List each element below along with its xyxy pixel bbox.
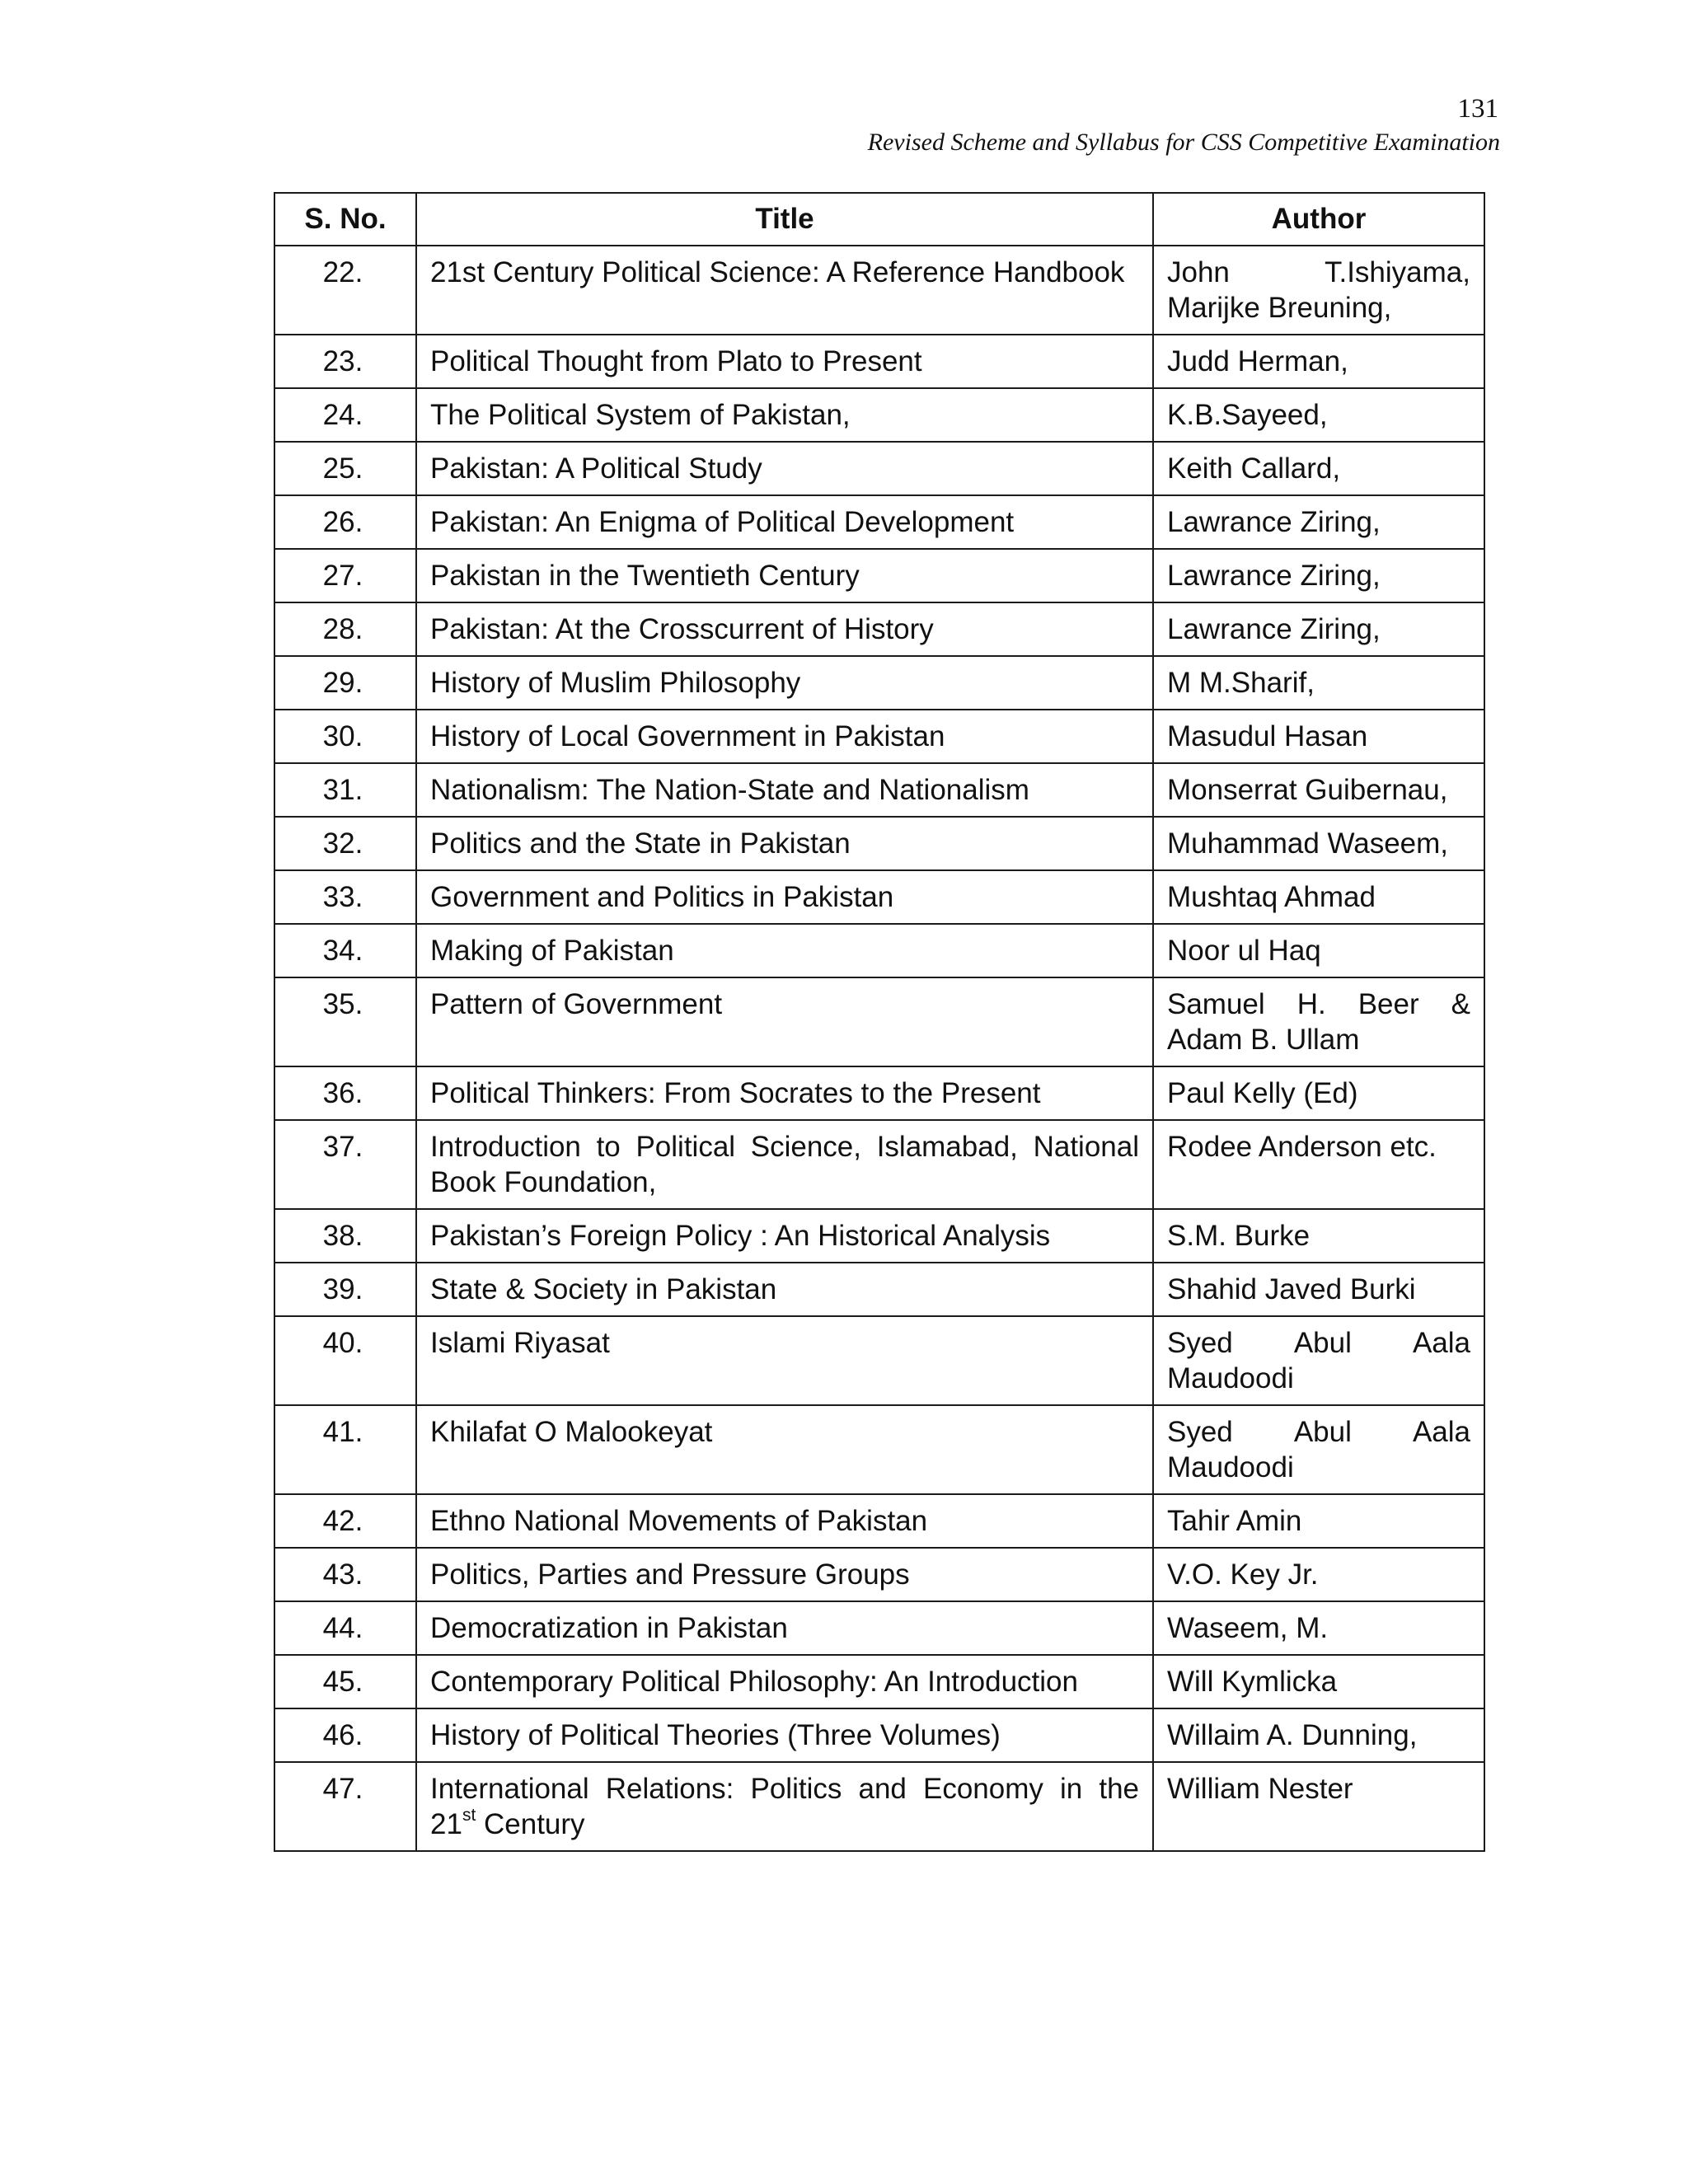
table-row bbox=[274, 1601, 1484, 1655]
cell-author: Tahir Amin bbox=[1153, 1494, 1484, 1548]
cell-author: Will Kymlicka bbox=[1153, 1655, 1484, 1708]
cell-title: Khilafat O Malookeyat bbox=[416, 1405, 1153, 1494]
table-row bbox=[274, 1762, 1484, 1851]
cell-sno: 25. bbox=[274, 442, 416, 495]
table-row bbox=[274, 1494, 1484, 1548]
cell-sno: 36. bbox=[274, 1066, 416, 1120]
cell-sno: 41. bbox=[274, 1405, 416, 1494]
cell-author: Masudul Hasan bbox=[1153, 710, 1484, 763]
cell-sno: 47. bbox=[274, 1762, 416, 1851]
cell-sno: 42. bbox=[274, 1494, 416, 1548]
cell-author: Noor ul Haq bbox=[1153, 924, 1484, 977]
cell-title: Political Thought from Plato to Present bbox=[416, 335, 1153, 388]
cell-author: Waseem, M. bbox=[1153, 1601, 1484, 1655]
cell-title: Contemporary Political Philosophy: An Introduction bbox=[416, 1655, 1153, 1708]
table-row bbox=[274, 549, 1484, 602]
cell-sno: 34. bbox=[274, 924, 416, 977]
cell-sno: 39. bbox=[274, 1263, 416, 1316]
cell-title: Pakistan: An Enigma of Political Development bbox=[416, 495, 1153, 549]
table-header-row bbox=[274, 193, 1484, 246]
cell-title: Political Thinkers: From Socrates to the Present bbox=[416, 1066, 1153, 1120]
cell-author: K.B.Sayeed, bbox=[1153, 388, 1484, 442]
table-row bbox=[274, 1548, 1484, 1601]
cell-title: History of Political Theories (Three Volumes) bbox=[416, 1708, 1153, 1762]
cell-title: Making of Pakistan bbox=[416, 924, 1153, 977]
cell-sno: 30. bbox=[274, 710, 416, 763]
cell-title: Politics and the State in Pakistan bbox=[416, 817, 1153, 870]
table-row bbox=[274, 656, 1484, 710]
cell-sno: 24. bbox=[274, 388, 416, 442]
cell-sno: 23. bbox=[274, 335, 416, 388]
cell-author: V.O. Key Jr. bbox=[1153, 1548, 1484, 1601]
cell-author: Syed Abul Aala Maudoodi bbox=[1153, 1316, 1484, 1405]
table-row bbox=[274, 870, 1484, 924]
running-header: Revised Scheme and Syllabus for CSS Competitive Examination bbox=[867, 129, 1500, 156]
cell-author: Mushtaq Ahmad bbox=[1153, 870, 1484, 924]
cell-author: William Nester bbox=[1153, 1762, 1484, 1851]
table-row bbox=[274, 442, 1484, 495]
table-row bbox=[274, 1655, 1484, 1708]
cell-author: Muhammad Waseem, bbox=[1153, 817, 1484, 870]
table-row bbox=[274, 1120, 1484, 1209]
table-row bbox=[274, 924, 1484, 977]
cell-title: State & Society in Pakistan bbox=[416, 1263, 1153, 1316]
cell-title: Pakistan: A Political Study bbox=[416, 442, 1153, 495]
cell-author: Shahid Javed Burki bbox=[1153, 1263, 1484, 1316]
cell-title: History of Muslim Philosophy bbox=[416, 656, 1153, 710]
cell-author: Judd Herman, bbox=[1153, 335, 1484, 388]
cell-author: S.M. Burke bbox=[1153, 1209, 1484, 1263]
cell-sno: 32. bbox=[274, 817, 416, 870]
cell-title: Islami Riyasat bbox=[416, 1316, 1153, 1405]
cell-title: Nationalism: The Nation-State and Nationalism bbox=[416, 763, 1153, 817]
cell-title: Pakistan in the Twentieth Century bbox=[416, 549, 1153, 602]
cell-author: Paul Kelly (Ed) bbox=[1153, 1066, 1484, 1120]
cell-title: Pakistan’s Foreign Policy : An Historical Analysis bbox=[416, 1209, 1153, 1263]
cell-title: Politics, Parties and Pressure Groups bbox=[416, 1548, 1153, 1601]
cell-sno: 40. bbox=[274, 1316, 416, 1405]
cell-author: Syed Abul Aala Maudoodi bbox=[1153, 1405, 1484, 1494]
cell-sno: 43. bbox=[274, 1548, 416, 1601]
cell-sno: 26. bbox=[274, 495, 416, 549]
table-row bbox=[274, 817, 1484, 870]
table-row bbox=[274, 1316, 1484, 1405]
cell-title: Government and Politics in Pakistan bbox=[416, 870, 1153, 924]
table-row bbox=[274, 763, 1484, 817]
ordinal-superscript: st bbox=[462, 1806, 476, 1825]
cell-sno: 27. bbox=[274, 549, 416, 602]
cell-author: Samuel H. Beer & Adam B. Ullam bbox=[1153, 977, 1484, 1066]
table-row bbox=[274, 246, 1484, 335]
cell-sno: 35. bbox=[274, 977, 416, 1066]
cell-sno: 37. bbox=[274, 1120, 416, 1209]
cell-sno: 28. bbox=[274, 602, 416, 656]
cell-title: Democratization in Pakistan bbox=[416, 1601, 1153, 1655]
cell-author: Lawrance Ziring, bbox=[1153, 495, 1484, 549]
column-header-sno: S. No. bbox=[274, 193, 416, 246]
cell-author: Monserrat Guibernau, bbox=[1153, 763, 1484, 817]
cell-sno: 29. bbox=[274, 656, 416, 710]
cell-sno: 44. bbox=[274, 1601, 416, 1655]
cell-title: The Political System of Pakistan, bbox=[416, 388, 1153, 442]
cell-sno: 46. bbox=[274, 1708, 416, 1762]
cell-author: Rodee Anderson etc. bbox=[1153, 1120, 1484, 1209]
cell-sno: 33. bbox=[274, 870, 416, 924]
cell-title: Pakistan: At the Crosscurrent of History bbox=[416, 602, 1153, 656]
cell-title bbox=[416, 1762, 1153, 1851]
cell-title: Pattern of Government bbox=[416, 977, 1153, 1066]
cell-title: Ethno National Movements of Pakistan bbox=[416, 1494, 1153, 1548]
table-row bbox=[274, 1066, 1484, 1120]
cell-sno: 38. bbox=[274, 1209, 416, 1263]
cell-title: Introduction to Political Science, Islamabad, National Book Foundation, bbox=[416, 1120, 1153, 1209]
table-row bbox=[274, 388, 1484, 442]
cell-author: John T.Ishiyama, Marijke Breuning, bbox=[1153, 246, 1484, 335]
cell-author: Lawrance Ziring, bbox=[1153, 602, 1484, 656]
table-row bbox=[274, 1708, 1484, 1762]
reading-list-table bbox=[274, 192, 1485, 1852]
cell-title: History of Local Government in Pakistan bbox=[416, 710, 1153, 763]
page-number: 131 bbox=[1457, 94, 1498, 124]
table-row bbox=[274, 710, 1484, 763]
column-header-title: Title bbox=[416, 193, 1153, 246]
cell-title: 21st Century Political Science: A Reference Handbook bbox=[416, 246, 1153, 335]
cell-author: Willaim A. Dunning, bbox=[1153, 1708, 1484, 1762]
cell-author: Lawrance Ziring, bbox=[1153, 549, 1484, 602]
table-row bbox=[274, 602, 1484, 656]
table-row bbox=[274, 1405, 1484, 1494]
cell-author: Keith Callard, bbox=[1153, 442, 1484, 495]
table-row bbox=[274, 495, 1484, 549]
title-text: International Relations: Politics and Economy in the 21 bbox=[430, 1773, 1139, 1840]
cell-sno: 22. bbox=[274, 246, 416, 335]
column-header-author: Author bbox=[1153, 193, 1484, 246]
table-row bbox=[274, 977, 1484, 1066]
table-body bbox=[274, 246, 1484, 1851]
cell-sno: 31. bbox=[274, 763, 416, 817]
cell-author: M M.Sharif, bbox=[1153, 656, 1484, 710]
table-row bbox=[274, 335, 1484, 388]
title-text-continued: Century bbox=[476, 1808, 585, 1840]
table-row bbox=[274, 1209, 1484, 1263]
cell-sno: 45. bbox=[274, 1655, 416, 1708]
table-row bbox=[274, 1263, 1484, 1316]
